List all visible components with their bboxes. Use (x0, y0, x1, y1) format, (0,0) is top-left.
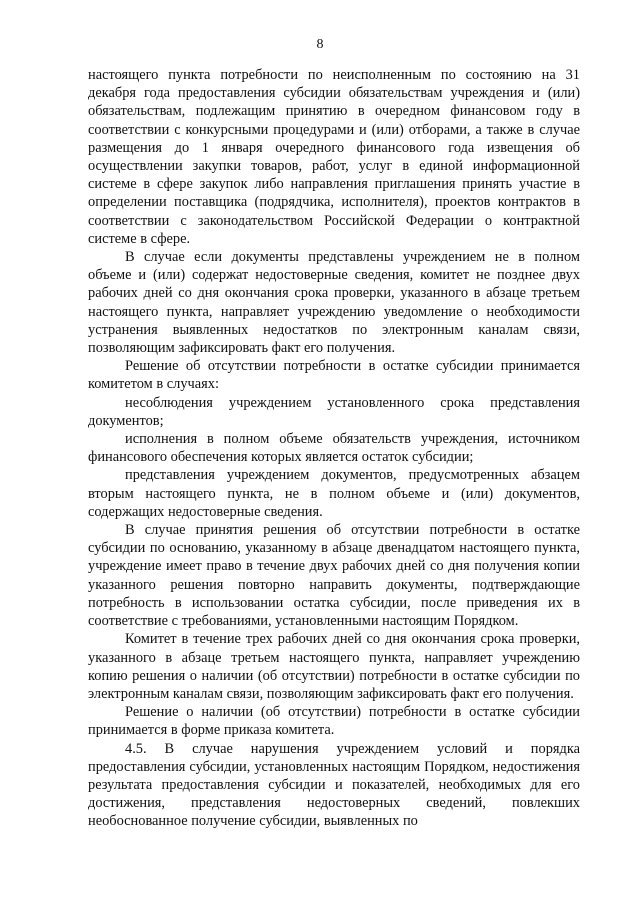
list-item: исполнения в полном объеме обязательств учреждения, источником финансового обеспечения которых является остаток субсидии; (88, 431, 580, 466)
list-item: представления учреждением документов, предусмотренных абзацем вторым настоящего пункта, не в полном объеме и (или) документов, содержащих недостоверные сведения. (88, 467, 580, 520)
paragraph: В случае принятия решения об отсутствии потребности в остатке субсидии по основанию, указанному в абзаце двенадцатом настоящего пункта, учреждение имеет право в течение двух рабочих дней со дня получения копии указанного решения повторно направить документы, подтверждающие потребность в использовании остатка субсидии, после приведения их в соответствие с требованиями, установленными настоящим Порядком. (88, 522, 580, 630)
paragraph: Решение об отсутствии потребности в остатке субсидии принимается комитетом в случаях: (88, 358, 580, 393)
paragraph: Решение о наличии (об отсутствии) потребности в остатке субсидии принимается в форме приказа комитета. (88, 704, 580, 739)
list-item: несоблюдения учреждением установленного срока представления документов; (88, 394, 580, 429)
paragraph: Комитет в течение трех рабочих дней со дня окончания срока проверки, указанного в абзаце третьем настоящего пункта, направляет учреждению копию решения о наличии (об отсутствии) потребности в остатке субсидии по электронным каналам связи, позволяющим зафиксировать факт его получения. (88, 631, 580, 702)
section-paragraph: 4.5. В случае нарушения учреждением условий и порядка предоставления субсидии, установленных настоящим Порядком, недостижения результата предоставления субсидии и показателей, необходимых для его достижения, представления недостоверных сведений, повлекших необоснованное получение субсидии, выявленных по (88, 740, 580, 830)
paragraph-continuation: настоящего пункта потребности по неисполненным по состоянию на 31 декабря года предоставления субсидии обязательствам учреждения и (или) обязательствам, подлежащим принятию в очередном финансовом году в соответствии с конкурсными процедурами и (или) отборами, а также в случае размещения до 1 января очередного финансового года извещения об осуществлении закупки товаров, работ, услуг в единой информационной системе в сфере закупок либо направления приглашения принять участие в определении поставщика (подрядчика, исполнителя), проектов контрактов в соответствии с законодательством Российской Федерации о контрактной системе в сфере. (88, 67, 580, 247)
document-body (88, 66, 580, 831)
page-number: 8 (316, 37, 324, 52)
paragraph: В случае если документы представлены учреждением не в полном объеме и (или) содержат недостоверные сведения, комитет не позднее двух рабочих дней со дня окончания срока проверки, указанного в абзаце третьем настоящего пункта, направляет учреждению уведомление о необходимости устранения выявленных недостатков по электронным каналам связи, позволяющим зафиксировать факт его получения. (88, 249, 580, 357)
